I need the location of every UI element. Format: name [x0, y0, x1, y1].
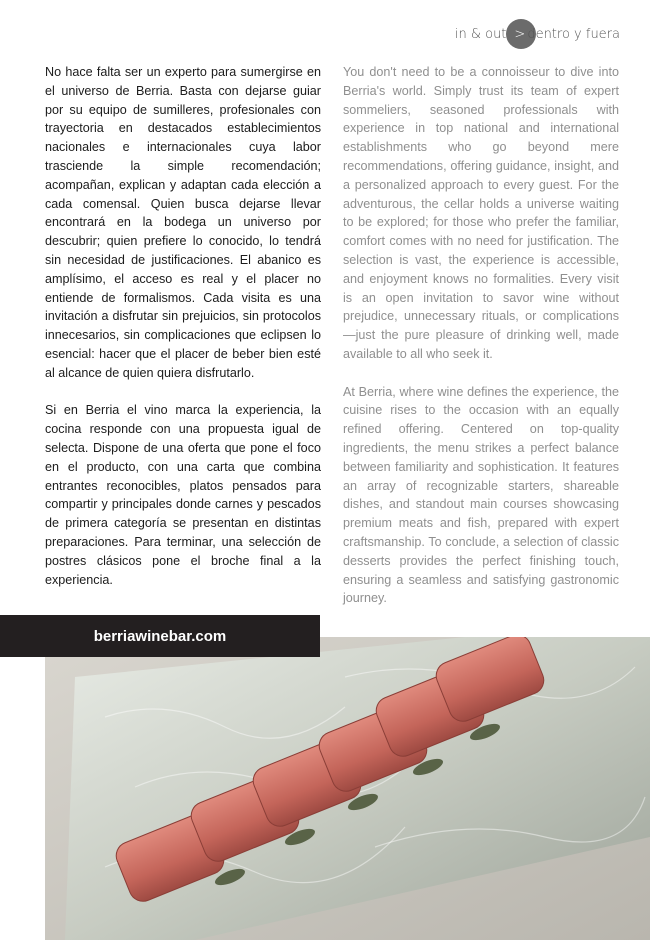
- header-separator: >: [514, 26, 526, 42]
- spanish-paragraph-1: No hace falta ser un experto para sumergirse en el universo de Berria. Basta con dejarse guiar por su equipo de sumilleres, profesionales con trayectoria en destacados establecimientos nacionales e internacionales cuya labor trasciende la simple recomendación; acompañan, explican y adaptan cada elección a cada comensal. Quien busca dejarse llevar encontrará en la bodega un universo por descubrir; quien prefiere lo conocido, lo tendrá sin necesidad de justificaciones. El abanico es amplísimo, el acceso es real y el placer no entiende de formalismos. Cada visita es una invitación a disfrutar sin prejuicios, sin protocolos innecesarios, sin complicaciones que eclipsen lo esencial: hacer que el placer de beber bien esté al alcance de quien quiera disfrutarlo.: [45, 65, 321, 380]
- food-photo: [45, 637, 650, 940]
- website-banner: [0, 615, 320, 657]
- header-in-out: in & out: [454, 26, 507, 42]
- spanish-paragraph-2: Si en Berria el vino marca la experiencia, la cocina responde con una propuesta igual de selecta. Dispone de una oferta que pone el foco en el producto, con una carta que combina entrantes reconocibles, platos pensados para compartir y principales donde carnes y pescados de primera categoría se presentan en distintas preparaciones. Para terminar, una selección de postres clásicos pone el broche final a la experiencia.: [45, 403, 321, 587]
- english-paragraph-1: You don't need to be a connoisseur to dive into Berria's world. Simply trust its team of expert sommeliers, seasoned professionals with experience in top national and international establishments who go beyond mere recommendations, offering guidance, insight, and a personalized approach to every guest. For the adventurous, the cellar holds a universe waiting to be explored; for those who prefer the familiar, comfort comes with no need for justification. The selection is vast, the experience is accessible, and enjoyment knows no formalities. Every visit is an open invitation to savor wine without prejudice, unnecessary rituals, or complications—just the pure pleasure of drinking well, made available to all who seek it.: [343, 65, 619, 361]
- food-photo-icon: [45, 637, 650, 940]
- section-header: [455, 20, 620, 48]
- english-column: [343, 63, 619, 627]
- website-url[interactable]: berriawinebar.com: [93, 627, 227, 645]
- english-paragraph-2: At Berria, where wine defines the experience, the cuisine rises to the occasion with an equally refined offering. Centered on top-quality ingredients, the menu strikes a perfect balance between familiarity and sophistication. It features an array of recognizable starters, shareable dishes, and standout main courses showcasing premium meats and fish, prepared with expert craftsmanship. To conclude, a selection of classic desserts provides the perfect finishing touch, ensuring a seamless and satisfying gastronomic journey.: [343, 384, 619, 606]
- header-dentro-y-fuera: dentro y fuera: [527, 26, 620, 42]
- spanish-column: [45, 63, 321, 608]
